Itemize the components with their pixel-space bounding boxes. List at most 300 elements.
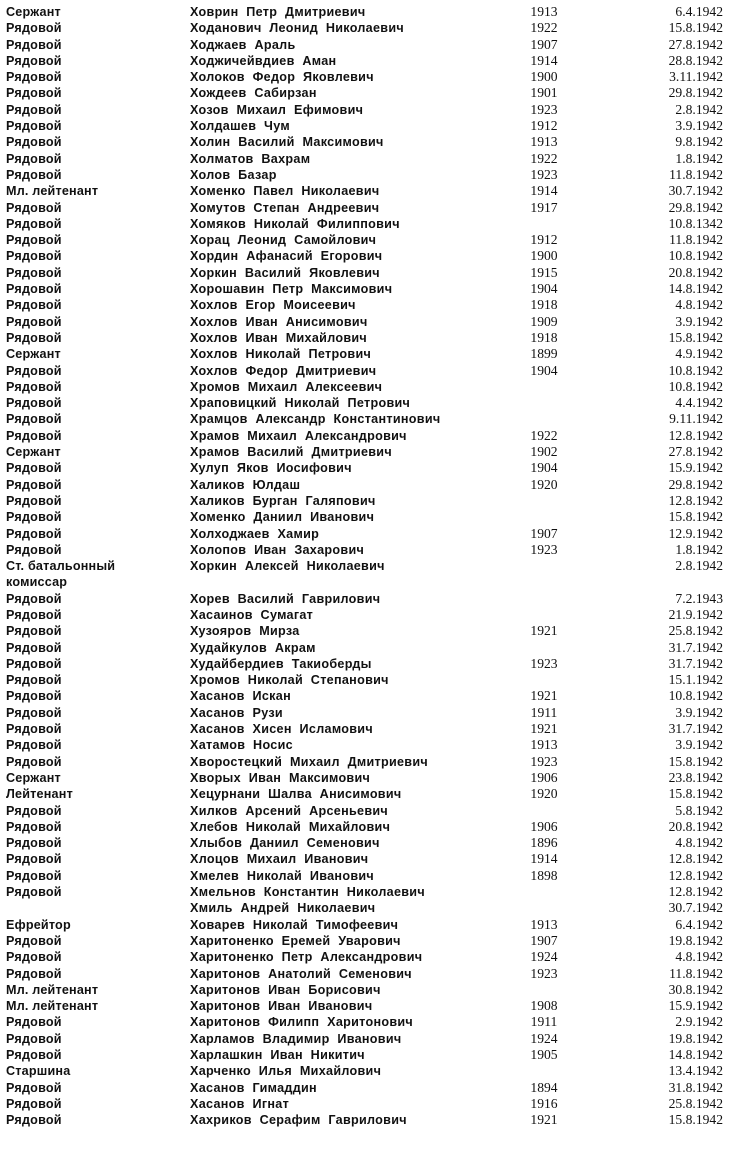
list-row [0,656,729,672]
name-cell: Хворостецкий Михаил Дмитриевич [190,754,429,769]
name-cell: Ходжичейвдиев Аман [190,53,337,68]
date-cell: 30.7.1942 [668,900,723,916]
name-cell: Хорац Леонид Самойлович [190,233,377,248]
birth-year-cell: 1922 [530,427,558,443]
date-cell: 29.8.1942 [668,476,723,492]
list-row [0,183,729,199]
birth-year-cell: 1923 [530,101,558,117]
birth-year-cell: 1921 [530,1112,558,1128]
list-row [0,379,729,395]
list-row [0,1112,729,1128]
name-cell: Хасаинов Сумагат [190,607,314,622]
birth-year-cell: 1913 [530,134,558,150]
date-cell: 14.8.1942 [668,1047,723,1062]
rank-cell: Рядовой [6,461,62,476]
rank-cell: Рядовой [6,542,62,557]
name-cell: Хохлов Иван Михайлович [190,330,368,345]
rank-cell: Рядовой [6,167,62,182]
rank-cell: Сержант [6,770,61,785]
name-cell: Храмцов Александр Константинович [190,412,441,427]
birth-year-cell: 1906 [530,818,558,834]
name-cell: Харитонов Иван Иванович [190,999,373,1014]
birth-year-cell: 1923 [530,166,558,182]
list-row [0,1047,729,1063]
rank-cell: Ст. батальонный [6,559,116,574]
name-cell: Хромов Николай Степанович [190,673,389,688]
rank-cell: Рядовой [6,314,62,329]
rank-cell: Рядовой [6,216,62,231]
name-cell: Ховрин Петр Дмитриевич [190,5,366,19]
rank-cell: Рядовой [6,282,62,297]
date-cell: 15.8.1942 [668,1112,723,1128]
list-row [0,346,729,362]
date-cell: 15.8.1942 [668,329,723,345]
list-row [0,640,729,656]
name-cell: Хохлов Иван Анисимович [190,314,368,329]
name-cell: Хохлов Николай Петрович [190,347,372,362]
birth-year-cell: 1894 [530,1079,558,1095]
birth-year-cell: 1921 [530,623,558,639]
date-cell: 12.8.1942 [668,867,723,883]
date-cell: 9.8.1942 [675,134,723,150]
name-cell: Худайбердиев Такиоберды [190,656,372,671]
birth-year-cell: 1900 [530,248,558,264]
date-cell: 15.8.1942 [668,786,723,802]
name-cell: Хромов Михаил Алексеевич [190,379,383,394]
list-row [0,803,729,819]
list-row [0,835,729,851]
birth-year-cell: 1924 [530,949,558,965]
list-row [0,493,729,509]
date-cell: 6.4.1942 [675,4,723,19]
rank-cell: Рядовой [6,412,62,427]
name-cell: Холоков Федор Яковлевич [190,70,374,85]
list-row [0,4,729,20]
date-cell: 25.8.1942 [668,623,723,639]
rank-cell: Рядовой [6,70,62,85]
name-cell: Хасанов Хисен Исламович [190,722,373,737]
list-row [0,428,729,444]
name-cell: Хмиль Андрей Николаевич [190,901,376,916]
name-cell: Холопов Иван Захарович [190,542,365,557]
name-cell: Хецурнани Шалва Анисимович [190,787,402,802]
birth-year-cell: 1920 [530,476,558,492]
name-cell: Хлыбов Даниил Семенович [190,836,380,851]
name-cell: Хлоцов Михаил Иванович [190,852,369,867]
list-row [0,786,729,802]
date-cell: 25.8.1942 [668,1095,723,1111]
rank-cell: Рядовой [6,151,62,166]
name-cell: Ходжаев Араль [190,37,296,52]
name-cell: Хмелев Николай Иванович [190,868,375,883]
rank-cell: Рядовой [6,379,62,394]
name-cell: Харитонов Филипп Харитонович [190,1015,414,1030]
birth-year-cell: 1924 [530,1030,558,1046]
list-row [0,754,729,770]
rank-cell: Рядовой [6,836,62,851]
list-row [0,705,729,721]
rank-cell: Рядовой [6,852,62,867]
date-cell: 29.8.1942 [668,85,723,101]
rank-cell: Рядовой [6,363,62,378]
list-row [0,591,729,607]
list-row [0,37,729,53]
list-row [0,949,729,965]
date-cell: 15.9.1942 [668,460,723,476]
rank-cell: Рядовой [6,493,62,508]
list-row [0,330,729,346]
list-row [0,558,729,574]
rank-cell: Рядовой [6,53,62,68]
date-cell: 4.9.1942 [675,346,723,362]
list-row [0,200,729,216]
list-row [0,363,729,379]
birth-year-cell: 1908 [530,998,558,1014]
birth-year-cell: 1912 [530,232,558,248]
name-cell: Хоменко Даниил Иванович [190,510,375,525]
list-row [0,102,729,118]
birth-year-cell: 1896 [530,835,558,851]
birth-year-cell: 1913 [530,916,558,932]
date-cell: 3.9.1942 [675,313,723,329]
rank-cell: Рядовой [6,722,62,737]
birth-year-cell: 1904 [530,362,558,378]
date-cell: 3.11.1942 [669,69,723,85]
name-cell: Хоркин Василий Яковлевич [190,265,380,280]
birth-year-cell: 1901 [530,85,558,101]
rank-cell: Рядовой [6,102,62,117]
date-cell: 4.8.1942 [675,949,723,965]
name-cell: Хорошавин Петр Максимович [190,282,393,297]
rank-cell: Лейтенант [6,787,73,802]
list-row [0,395,729,411]
name-cell: Ходанович Леонид Николаевич [190,21,404,36]
rank-cell: Рядовой [6,591,62,606]
list-row [0,69,729,85]
date-cell: 10.8.1942 [668,378,723,394]
date-cell: 15.8.1942 [668,753,723,769]
list-row [0,1080,729,1096]
rank-cell: Мл. лейтенант [6,184,99,199]
date-cell: 27.8.1942 [668,444,723,460]
rank-cell: Рядовой [6,200,62,215]
rank-cell: Рядовой [6,950,62,965]
name-cell: Хоменко Павел Николаевич [190,184,380,199]
name-cell: Хождеев Сабирзан [190,86,317,101]
name-cell: Холов Базар [190,167,277,182]
date-cell: 12.9.1942 [668,525,723,541]
birth-year-cell: 1898 [530,867,558,883]
list-row [0,933,729,949]
list-row [0,151,729,167]
birth-year-cell: 1918 [530,297,558,313]
list-row [0,265,729,281]
date-cell: 11.8.1942 [669,232,723,248]
date-cell: 28.8.1942 [668,52,723,68]
date-cell: 2.8.1942 [675,558,723,574]
rank-cell: Сержант [6,347,61,362]
date-cell: 20.8.1942 [668,818,723,834]
rank-cell: Рядовой [6,510,62,525]
date-cell: 30.7.1942 [668,183,723,199]
birth-year-cell: 1922 [530,150,558,166]
list-row [0,1031,729,1047]
rank-cell: Рядовой [6,738,62,753]
name-cell: Хордин Афанасий Егорович [190,249,383,264]
rank-cell: Рядовой [6,330,62,345]
name-cell: Хлебов Николай Михайлович [190,819,391,834]
birth-year-cell: 1906 [530,769,558,785]
date-cell: 2.8.1942 [675,101,723,117]
rank-cell: Рядовой [6,1080,62,1095]
rank-cell: Мл. лейтенант [6,999,99,1014]
rank-cell: Рядовой [6,265,62,280]
date-cell: 3.9.1942 [675,704,723,720]
rank-cell: Мл. лейтенант [6,982,99,997]
rank-cell: Рядовой [6,624,62,639]
list-row [0,477,729,493]
rank-cell: Сержант [6,5,61,19]
name-cell: Хузояров Мирза [190,624,300,639]
name-cell: Хасанов Искан [190,689,291,704]
rank-cell: Рядовой [6,477,62,492]
name-cell: Храповицкий Николай Петрович [190,396,411,411]
name-cell: Хоркин Алексей Николаевич [190,559,385,574]
date-cell: 5.8.1942 [675,802,723,818]
birth-year-cell: 1923 [530,753,558,769]
date-cell: 31.7.1942 [668,639,723,655]
name-cell: Хасанов Гимаддин [190,1080,317,1095]
birth-year-cell: 1912 [530,118,558,134]
name-cell: Хорев Василий Гаврилович [190,591,381,606]
date-cell: 9.11.1942 [669,411,723,427]
date-cell: 4.8.1942 [675,835,723,851]
rank-cell: Рядовой [6,1048,62,1062]
list-row [0,998,729,1014]
rank-cell: Рядовой [6,37,62,52]
list-row [0,966,729,982]
name-cell: Харлашкин Иван Никитич [190,1048,365,1062]
rank-cell: Рядовой [6,607,62,622]
date-cell: 3.9.1942 [675,118,723,134]
date-cell: 15.8.1942 [668,20,723,36]
name-cell: Харламов Владимир Иванович [190,1031,402,1046]
birth-year-cell: 1913 [530,737,558,753]
rank-cell: Рядовой [6,135,62,150]
name-cell: Хасанов Рузи [190,705,283,720]
name-cell: Хулуп Яков Иосифович [190,461,352,476]
list-row [0,900,729,916]
list-row [0,444,729,460]
date-cell: 13.4.1942 [668,1063,723,1079]
rank-cell: Рядовой [6,885,62,900]
list-row [0,232,729,248]
birth-year-cell: 1917 [530,199,558,215]
date-cell: 10.8.1942 [668,248,723,264]
rank-cell: Рядовой [6,526,62,541]
name-cell: Хахриков Серафим Гаврилович [190,1113,407,1128]
rank-cell: Рядовой [6,1031,62,1046]
list-row [0,411,729,427]
date-cell: 12.8.1942 [668,427,723,443]
list-row [0,509,729,525]
name-cell: Хмельнов Константин Николаевич [190,885,425,900]
list-row [0,1096,729,1112]
rank-cell: Рядовой [6,754,62,769]
list-row [0,542,729,558]
date-cell: 23.8.1942 [668,769,723,785]
birth-year-cell: 1909 [530,313,558,329]
date-cell: 31.7.1942 [668,655,723,671]
rank-cell: Рядовой [6,689,62,704]
date-cell: 31.7.1942 [668,721,723,737]
name-cell: Хомяков Николай Филиппович [190,216,400,231]
list-row [0,248,729,264]
date-cell: 20.8.1942 [668,264,723,280]
list-row [0,868,729,884]
rank-cell: Рядовой [6,249,62,264]
birth-year-cell: 1920 [530,786,558,802]
date-cell: 1.8.1942 [675,541,723,557]
date-cell: 3.9.1942 [675,737,723,753]
date-cell: 30.8.1942 [668,981,723,997]
date-cell: 21.9.1942 [668,606,723,622]
birth-year-cell: 1918 [530,329,558,345]
list-row [0,623,729,639]
rank-cell: Рядовой [6,428,62,443]
list-row [0,167,729,183]
date-cell: 2.9.1942 [675,1014,723,1030]
birth-year-cell: 1923 [530,655,558,671]
rank-cell: Сержант [6,445,61,460]
birth-year-cell: 1923 [530,541,558,557]
rank-cell: Рядовой [6,233,62,248]
birth-year-cell: 1911 [530,704,558,720]
list-row [0,574,729,590]
name-cell: Худайкулов Акрам [190,640,316,655]
list-row [0,526,729,542]
name-cell: Ховарев Николай Тимофеевич [190,917,399,932]
rank-cell: Рядовой [6,1015,62,1030]
date-cell: 15.8.1942 [668,509,723,525]
name-cell: Харитоненко Еремей Уварович [190,933,401,948]
rank-cell: Рядовой [6,656,62,671]
date-cell: 12.8.1942 [668,492,723,508]
list-row [0,314,729,330]
rank-cell: Рядовой [6,119,62,134]
list-row [0,672,729,688]
birth-year-cell: 1907 [530,525,558,541]
rank-cell: Рядовой [6,396,62,411]
rank-cell: Рядовой [6,86,62,101]
date-cell: 4.4.1942 [675,395,723,411]
name-cell: Холдашев Чум [190,119,290,134]
rank-cell: Рядовой [6,298,62,313]
list-row [0,20,729,36]
name-cell: Хилков Арсений Арсеньевич [190,803,389,818]
list-row [0,982,729,998]
birth-year-cell: 1913 [530,4,558,19]
birth-year-cell: 1905 [530,1047,558,1062]
list-row [0,1063,729,1079]
rank-cell: Рядовой [6,868,62,883]
birth-year-cell: 1911 [530,1014,558,1030]
birth-year-cell: 1914 [530,52,558,68]
list-row [0,819,729,835]
birth-year-cell: 1899 [530,346,558,362]
list-row [0,688,729,704]
list-row [0,607,729,623]
date-cell: 31.8.1942 [668,1079,723,1095]
list-row [0,917,729,933]
list-row [0,884,729,900]
date-cell: 19.8.1942 [668,932,723,948]
name-cell: Харитоненко Петр Александрович [190,950,423,965]
birth-year-cell: 1900 [530,69,558,85]
name-cell: Харитонов Иван Борисович [190,982,381,997]
date-cell: 4.8.1942 [675,297,723,313]
rank-cell: Рядовой [6,819,62,834]
birth-year-cell: 1902 [530,444,558,460]
rank-cell: Рядовой [6,705,62,720]
date-cell: 10.8.1942 [668,688,723,704]
list-row [0,770,729,786]
name-cell: Харченко Илья Михайлович [190,1064,382,1079]
rank-cell: Рядовой [6,673,62,688]
name-cell: Хатамов Носис [190,738,293,753]
rank-cell: Рядовой [6,1096,62,1111]
birth-year-cell: 1921 [530,688,558,704]
birth-year-cell: 1907 [530,932,558,948]
list-row [0,118,729,134]
birth-year-cell: 1914 [530,183,558,199]
rank-cell: Ефрейтор [6,917,71,932]
name-cell: Харитонов Анатолий Семенович [190,966,412,981]
date-cell: 12.8.1942 [668,851,723,867]
date-cell: 10.8.1942 [668,362,723,378]
date-cell: 15.9.1942 [668,998,723,1014]
date-cell: 10.8.1342 [668,215,723,231]
rank-cell: Рядовой [6,966,62,981]
birth-year-cell: 1904 [530,281,558,297]
date-cell: 15.1.1942 [668,672,723,688]
birth-year-cell: 1921 [530,721,558,737]
name-cell: Холматов Вахрам [190,151,311,166]
name-cell: Хозов Михаил Ефимович [190,102,364,117]
casualty-list [0,4,729,1128]
name-cell: Хасанов Игнат [190,1096,290,1111]
name-cell: Хворых Иван Максимович [190,770,371,785]
date-cell: 1.8.1942 [675,150,723,166]
name-cell: Холходжаев Хамир [190,526,320,541]
list-row [0,737,729,753]
list-row [0,1014,729,1030]
list-row [0,85,729,101]
list-row [0,53,729,69]
name-cell: Храмов Михаил Александрович [190,428,407,443]
rank-cell: Рядовой [6,640,62,655]
date-cell: 14.8.1942 [668,281,723,297]
birth-year-cell: 1904 [530,460,558,476]
date-cell: 11.8.1942 [669,965,723,981]
name-cell: Хохлов Егор Моисеевич [190,298,356,313]
list-row [0,297,729,313]
date-cell: 12.8.1942 [668,884,723,900]
birth-year-cell: 1916 [530,1095,558,1111]
list-row [0,281,729,297]
date-cell: 6.4.1942 [675,916,723,932]
birth-year-cell: 1914 [530,851,558,867]
